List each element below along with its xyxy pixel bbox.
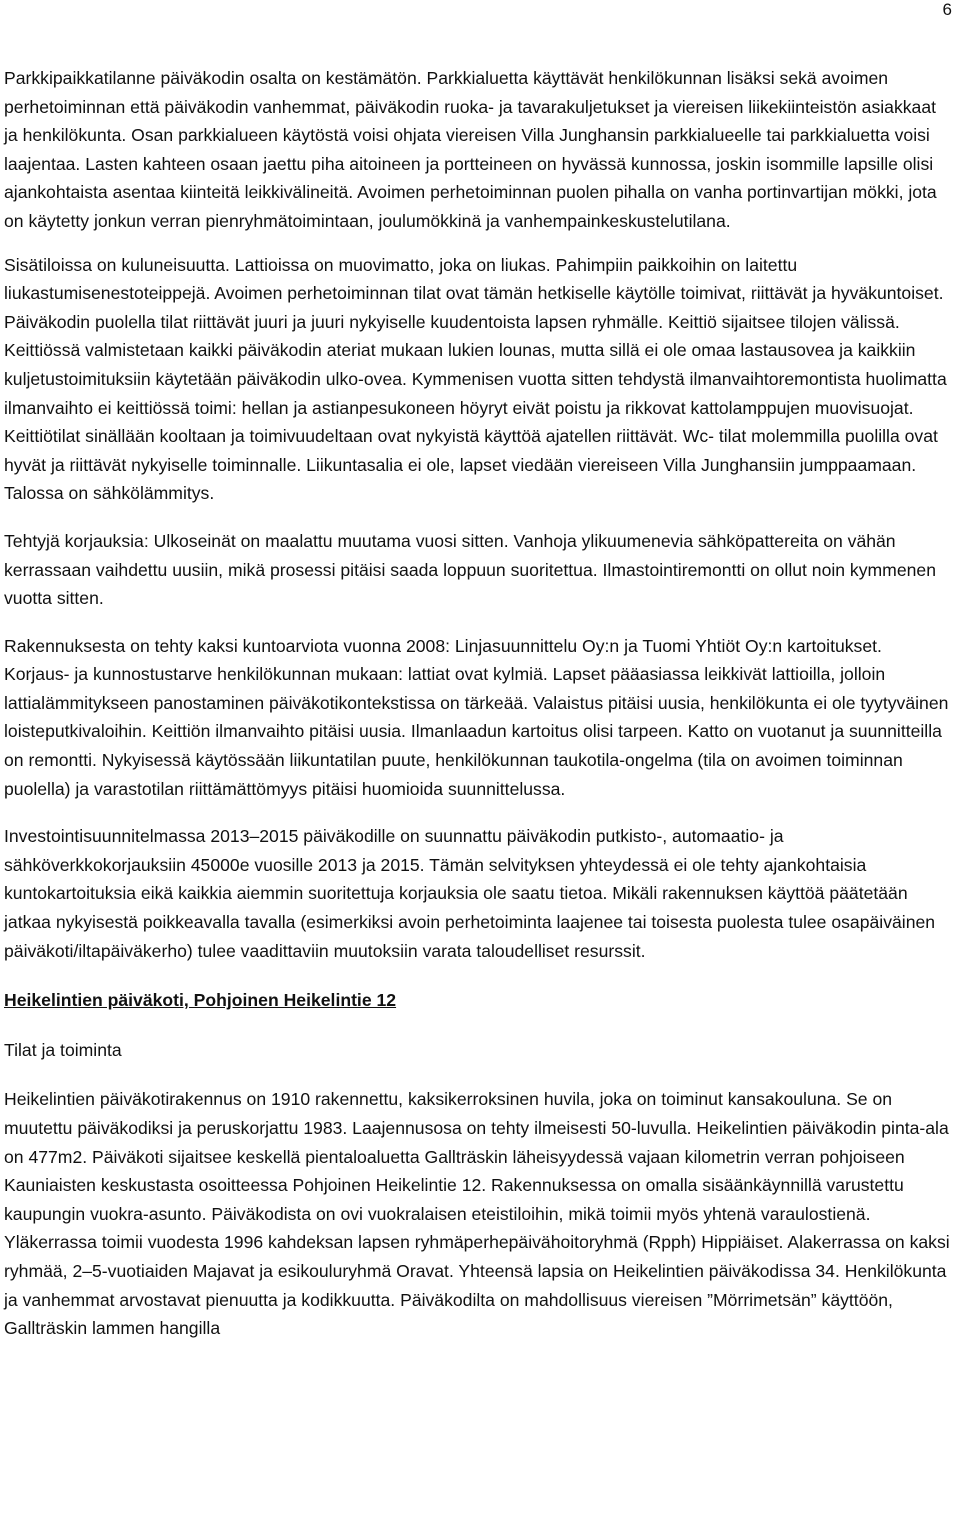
- section-heading: Heikelintien päiväkoti, Pohjoinen Heikelintie 12: [4, 990, 397, 1011]
- paragraph-heikelintie-description: Heikelintien päiväkotirakennus on 1910 rakennettu, kaksikerroksinen huvila, joka on toiminut kansakouluna. Se on muutettu päiväkodiksi ja peruskorjattu 1983. Laajennusosa on tehty ilmeisesti 50-luvulla. Heikelintien päiväkodin pinta-ala on 477m2. Päiväkoti sijaitsee keskellä pientaloaluetta Gallträskin läheisyydessä vajaan kilometrin verran pohjoiseen Kauniaisten keskustasta osoitteessa Pohjoinen Heikelintie 12. Rakennuksessa on omalla sisäänkäynnillä varustettu kaupungin vuokra-asunto. Päiväkodista on ovi vuokralaisen eteistiloihin, mikä toimii myös yhtenä varaulostienä. Yläkerrassa toimii vuodesta 1996 kahdeksan lapsen ryhmäperhepäivähoitoryhmä (Rpph) Hippiäiset. Alakerrassa on kaksi ryhmää, 2–5-vuotiaiden Majavat ja esikouluryhmä Oravat. Yhteensä lapsia on Heikelintien päiväkodissa 34. Henkilökunta ja vanhemmat arvostavat pienuutta ja kodikkuutta. Päiväkodilta on mahdollisuus viereisen ”Mörrimetsän” käyttöön, Gallträskin lammen hangilla: [4, 1089, 950, 1339]
- document-body: [4, 64, 952, 1343]
- page-number: 6: [942, 0, 952, 19]
- paragraph-repairs-done: Tehtyjä korjauksia: Ulkoseinät on maalattu muutama vuosi sitten. Vanhoja ylikuumenevia sähköpattereita on vähän kerrassaan vaihdettu uusiin, mikä prosessi pitäisi saada loppuun suoritettua. Ilmastointiremontti on ollut noin kymmenen vuotta sitten.: [4, 530, 936, 609]
- section-subheading: Tilat ja toiminta: [4, 1039, 122, 1060]
- paragraph-interior: Sisätiloissa on kuluneisuutta. Lattioissa on muovimatto, joka on liukas. Pahimpiin paikkoihin on laitettu liukastumisenestoteippejä. Avoimen perhetoiminnan tilat ovat tämän hetkiselle käytölle toimivat, riittävät ja hyväkuntoiset. Päiväkodin puolella tilat riittävät juuri ja juuri nykyiselle kuudentoista lapsen ryhmälle. Keittiö sijaitsee tilojen välissä. Keittiössä valmistetaan kaikki päiväkodin ateriat mukaan lukien lounas, mutta sillä ei ole omaa lastausovea ja kaikkiin kuljetustoimituksiin käytetään päiväkodin ulko-ovea. Kymmenisen vuotta sitten tehdystä ilmanvaihtoremontista huolimatta ilmanvaihto ei keittiössä toimi: hellan ja astianpesukoneen höyryt eivät poistu ja rikkovat kattolamppujen muovisuojat. Keittiötilat sinällään kooltaan ja toimivuudeltaan ovat nykyistä käyttöä ajatellen riittävät. Wc- tilat molemmilla puolilla ovat hyvät ja riittävät nykyiselle toiminnalle. Liikuntasalia ei ole, lapset viedään viereiseen Villa Junghansiin jumppaamaan. Talossa on sähkölämmitys.: [4, 254, 947, 504]
- paragraph-parking: Parkkipaikkatilanne päiväkodin osalta on kestämätön. Parkkialuetta käyttävät henkilökunnan lisäksi sekä avoimen perhetoiminnan että päiväkodin vanhemmat, päiväkodin ruoka- ja tavarakuljetukset ja viereisen liikekiinteistön asiakkaat ja henkilökunta. Osan parkkialueen käytöstä voisi ohjata viereisen Villa Junghansin parkkialueelle tai parkkialuetta voisi laajentaa. Lasten kahteen osaan jaettu piha aitoineen ja portteineen on hyvässä kunnossa, joskin isommille lapsille olisi ajankohtaista asentaa kiinteitä leikkivälineitä. Avoimen perhetoiminnan puolen pihalla on vanha portinvartijan mökki, jota on käytetty jonkun verran pienryhmätoimintaan, joulumökkinä ja vanhempainkeskustelutilana.: [4, 68, 937, 231]
- paragraph-investment-plan: Investointisuunnitelmassa 2013–2015 päiväkodille on suunnattu päiväkodin putkisto-, automaatio- ja sähköverkkokorjauksiin 45000e vuosille 2013 ja 2015. Tämän selvityksen yhteydessä ei ole tehty ajankohtaisia kuntokartoituksia eikä kaikkia aiemmin suoritettuja korjauksia ole saatu tietoa. Mikäli rakennuksen käyttöä päätetään jatkaa nykyisestä poikkeavalla tavalla (esimerkiksi avoin perhetoiminta laajenee tai toisesta puolesta tulee osapäiväinen päiväkoti/iltapäiväkerho) tulee vaadittaviin muutoksiin varata taloudelliset resurssit.: [4, 826, 936, 961]
- paragraph-condition-assessment: Rakennuksesta on tehty kaksi kuntoarviota vuonna 2008: Linjasuunnittelu Oy:n ja Tuomi Yhtiöt Oy:n kartoitukset. Korjaus- ja kunnostustarve henkilökunnan mukaan: lattiat ovat kylmiä. Lapset pääasiassa leikkivät lattioilla, jolloin lattialämmitykseen panostaminen päiväkotikontekstissa on tärkeää. Valaistus pitäisi uusia, henkilökunta ei ole tyytyväinen loisteputkivaloihin. Keittiön ilmanvaihto pitäisi uusia. Ilmanlaadun kartoitus olisi tarpeen. Katto on vuotanut ja suunnitteilla on remontti. Nykyisessä käytössään liikuntatilan puute, henkilökunnan taukotila-ongelma (tila on avoimen toiminnan puolella) ja varastotilan riittämättömyys pitäisi huomioida suunnittelussa.: [4, 635, 949, 799]
